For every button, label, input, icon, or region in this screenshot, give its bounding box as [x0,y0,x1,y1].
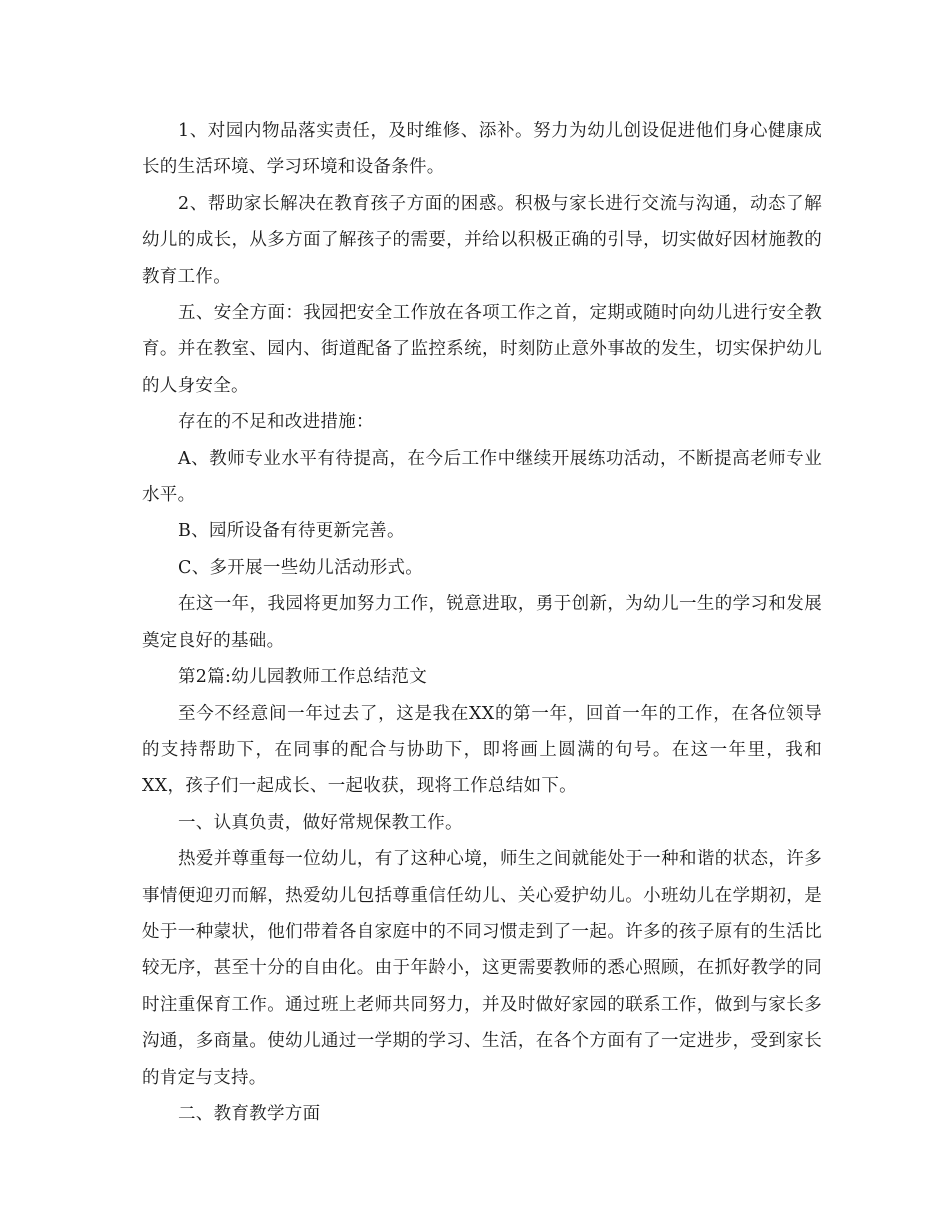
paragraph-routine-work: 热爱并尊重每一位幼儿，有了这种心境，师生之间就能处于一种和谐的状态，许多事情便迎刃而解，热爱幼儿包括尊重信任幼儿、关心爱护幼儿。小班幼儿在学期初，是处于一种蒙状，他们带着各自家庭中的不同习惯走到了一起。许多的孩子原有的生活比较无序，甚至十分的自由化。由于年龄小，这更需要教师的悉心照顾，在抓好教学的同时注重保育工作。通过班上老师共同努力，并及时做好家园的联系工作，做到与家长多沟通，多商量。使幼儿通过一学期的学习、生活，在各个方面有了一定进步，受到家长的肯定与支持。 [142,849,822,1088]
document-body [142,113,822,1132]
paragraph-shortcomings-heading: 存在的不足和改进措施： [178,412,374,433]
section-title-part-2: 第2篇:幼儿园教师工作总结范文 [178,667,428,688]
paragraph-closing: 在这一年，我园将更加努力工作，锐意进取，勇于创新，为幼儿一生的学习和发展奠定良好的基础。 [142,594,822,651]
paragraph-maintenance: 1、对园内物品落实责任，及时维修、添补。努力为幼儿创设促进他们身心健康成长的生活环境、学习环境和设备条件。 [142,121,822,178]
paragraph-parent-help: 2、帮助家长解决在教育孩子方面的困惑。积极与家长进行交流与沟通，动态了解幼儿的成长，从多方面了解孩子的需要，并给以积极正确的引导，切实做好因材施教的教育工作。 [142,193,822,287]
paragraph-item-a: A、教师专业水平有待提高，在今后工作中继续开展练功活动，不断提高老师专业水平。 [142,448,822,506]
paragraph-item-c: C、多开展一些幼儿活动形式。 [178,557,424,578]
paragraph-intro: 至今不经意间一年过去了，这是我在XX的第一年，回首一年的工作，在各位领导的支持帮助下，在同事的配合与协助下，即将画上圆满的句号。在这一年里，我和XX，孩子们一起成长、一起收获，现将工作总结如下。 [142,703,822,797]
paragraph-safety: 五、安全方面：我园把安全工作放在各项工作之首，定期或随时向幼儿进行安全教育。并在教室、园内、街道配备了监控系统，时刻防止意外事故的发生，切实保护幼儿的人身安全。 [142,303,822,396]
heading-routine-work: 一、认真负责，做好常规保教工作。 [178,812,463,833]
paragraph-item-b: B、园所设备有待更新完善。 [178,521,405,542]
heading-teaching: 二、教育教学方面 [178,1103,321,1124]
